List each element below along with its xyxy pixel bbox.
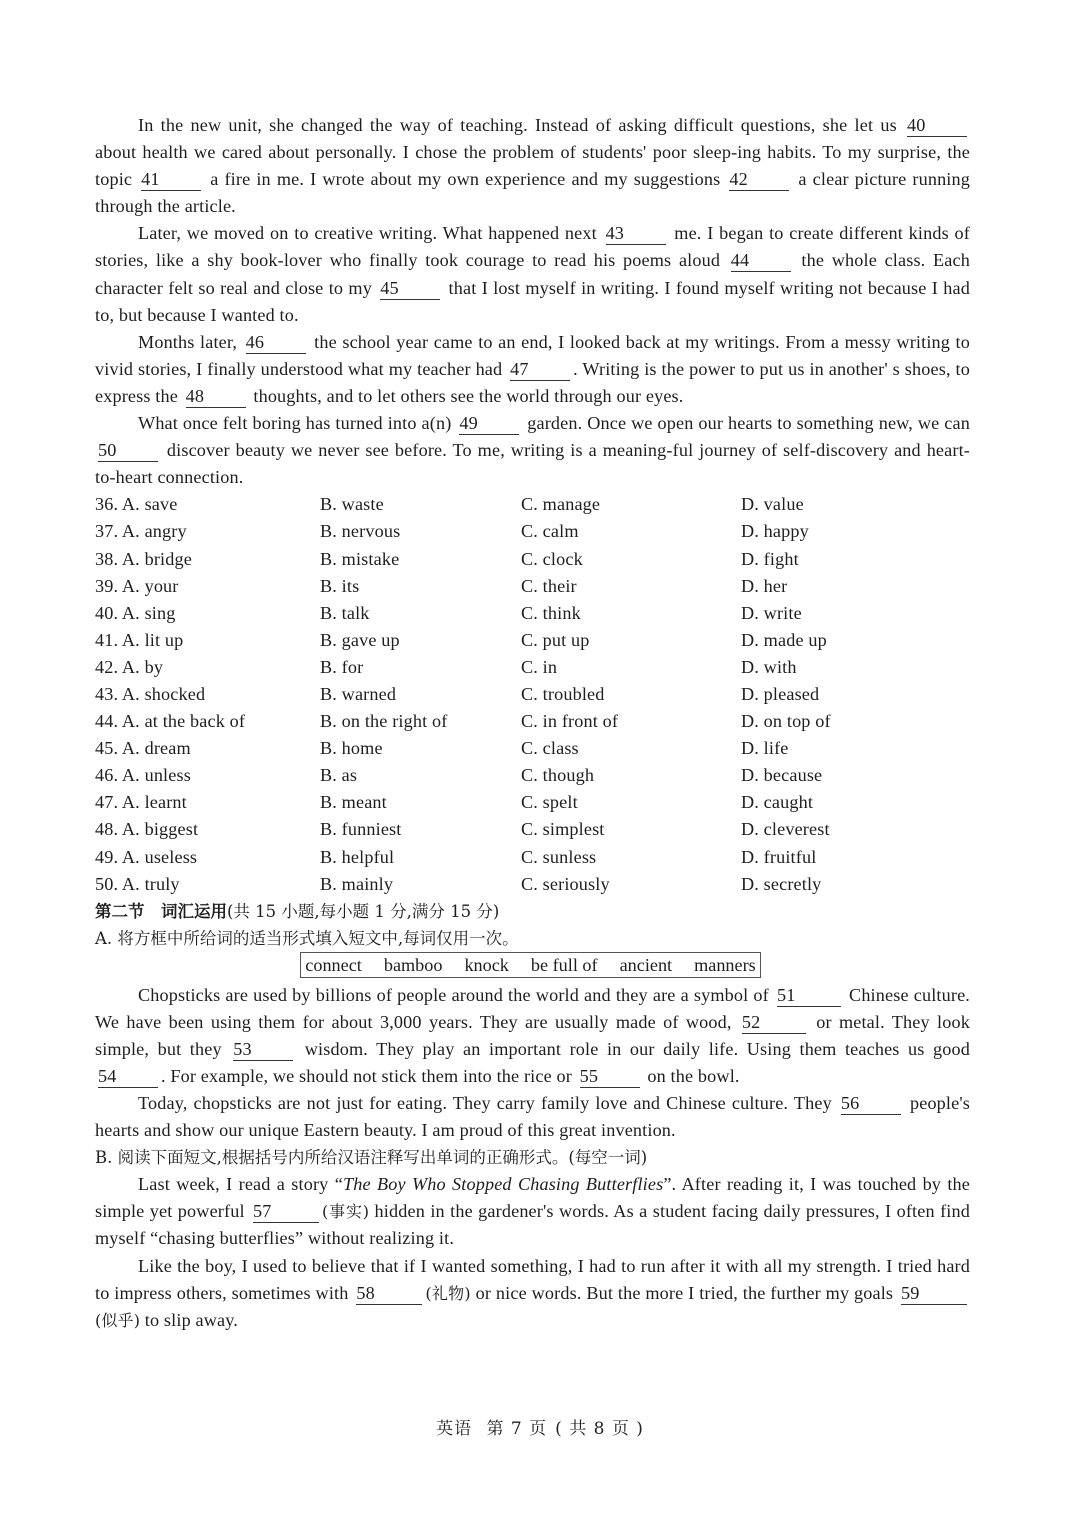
text: discover beauty we never see before. To me, writing is a meaning-ful journey of self-discovery and heart-to-heart connection.	[95, 440, 970, 488]
question-number: 40.	[95, 602, 119, 623]
option-a[interactable]: A. angry	[121, 521, 187, 542]
option-d[interactable]: D. pleased	[741, 683, 820, 704]
blank-54[interactable]: 54	[98, 1065, 158, 1088]
passage-paragraph	[95, 112, 970, 220]
option-d[interactable]: D. secretly	[741, 873, 822, 894]
option-row-44	[95, 708, 970, 735]
question-number: 45.	[95, 738, 119, 759]
option-d[interactable]: D. caught	[741, 792, 814, 813]
part-b-instruction: B. 阅读下面短文,根据括号内所给汉语注释写出单词的正确形式。(每空一词)	[95, 1148, 648, 1168]
blank-42[interactable]: 42	[729, 168, 789, 191]
word-option: ancient	[619, 954, 673, 975]
word-option: connect	[305, 954, 362, 975]
question-number: 49.	[95, 846, 119, 867]
option-d[interactable]: D. cleverest	[741, 819, 830, 840]
option-d[interactable]: D. fight	[741, 548, 799, 569]
text: Months later,	[138, 331, 243, 352]
option-row-36	[95, 491, 970, 518]
option-a[interactable]: A. learnt	[121, 792, 187, 813]
text: me. I began to create different kinds of stories, like a shy book-lover who finally took courage to read his poems aloud	[95, 223, 970, 271]
blank-57[interactable]: 57	[253, 1200, 319, 1223]
text: What once felt boring has turned into a(n)	[138, 413, 457, 434]
option-a[interactable]: A. at the back of	[121, 711, 246, 732]
option-b[interactable]: B. its	[320, 575, 360, 596]
option-c[interactable]: C. clock	[521, 548, 583, 569]
hint-58: (礼物)	[425, 1283, 471, 1303]
question-number: 46.	[95, 765, 119, 786]
passage-paragraph	[95, 220, 970, 328]
subject-label: 英语	[436, 1419, 473, 1439]
options-list	[95, 491, 970, 897]
text: Today, chopsticks are not just for eating. They carry family love and Chinese culture. They	[138, 1093, 838, 1114]
option-row-48	[95, 816, 970, 843]
option-b[interactable]: B. home	[320, 738, 383, 759]
blank-56[interactable]: 56	[841, 1092, 901, 1115]
option-c[interactable]: C. sunless	[521, 846, 597, 867]
option-c[interactable]: C. think	[521, 602, 581, 623]
option-c[interactable]: C. manage	[521, 494, 601, 515]
blank-43[interactable]: 43	[606, 222, 666, 245]
option-b[interactable]: B. as	[320, 765, 358, 786]
passage-paragraph	[95, 1090, 970, 1144]
page-total: ( 共 8 页 )	[555, 1419, 644, 1439]
text: a fire in me. I wrote about my own experience and my suggestions	[204, 169, 727, 190]
option-row-38	[95, 546, 970, 573]
text: or metal. They look simple, but they	[95, 1011, 970, 1059]
option-a[interactable]: A. bridge	[121, 548, 192, 569]
option-row-49	[95, 844, 970, 871]
option-c[interactable]: C. troubled	[521, 683, 605, 704]
option-c[interactable]: C. calm	[521, 521, 579, 542]
option-a[interactable]: A. biggest	[121, 819, 199, 840]
option-b[interactable]: B. nervous	[320, 521, 401, 542]
text: Chinese culture. We have been using them for about 3,000 years. They are usually made of wood,	[95, 984, 970, 1032]
text: about health we cared about personally. I chose the problem of students' poor sleep-ing habits. To my surprise, the topic	[95, 142, 970, 190]
question-number: 38.	[95, 548, 119, 569]
option-d[interactable]: D. because	[741, 765, 823, 786]
text: wisdom. They play an important role in our daily life. Using them teaches us good	[296, 1038, 970, 1059]
blank-51[interactable]: 51	[777, 984, 841, 1007]
blank-46[interactable]: 46	[246, 331, 306, 354]
question-number: 42.	[95, 656, 119, 677]
option-a[interactable]: A. lit up	[121, 629, 184, 650]
option-b[interactable]: B. on the right of	[320, 711, 448, 732]
part-a-instruction: A. 将方框中所给词的适当形式填入短文中,每词仅用一次。	[95, 928, 519, 948]
option-c[interactable]: C. their	[521, 575, 577, 596]
question-number: 39.	[95, 575, 119, 596]
option-row-42	[95, 654, 970, 681]
question-number: 47.	[95, 792, 119, 813]
option-a[interactable]: A. sing	[121, 602, 176, 623]
blank-58[interactable]: 58	[356, 1282, 422, 1305]
section-title: 第二节 词汇运用	[95, 901, 227, 921]
option-d[interactable]: D. write	[741, 602, 802, 623]
passage-paragraph	[95, 410, 970, 491]
passage-paragraph	[95, 1253, 970, 1334]
option-row-40	[95, 600, 970, 627]
option-a[interactable]: A. truly	[121, 873, 180, 894]
text: . For example, we should not stick them into the rice or	[161, 1066, 577, 1086]
question-number: 37.	[95, 521, 119, 542]
option-a[interactable]: A. save	[121, 494, 178, 515]
text: on the bowl.	[642, 1066, 740, 1086]
text: that I lost myself in writing. I found myself writing not because I had to, but because I wanted to.	[95, 277, 970, 325]
option-d[interactable]: D. her	[741, 575, 788, 596]
option-b[interactable]: B. meant	[320, 792, 387, 813]
option-c[interactable]: C. class	[521, 738, 579, 759]
text: to slip away.	[140, 1309, 238, 1330]
blank-44[interactable]: 44	[731, 249, 791, 272]
question-number: 36.	[95, 494, 119, 515]
option-row-45	[95, 735, 970, 762]
exam-page	[95, 112, 970, 1334]
passage-paragraph	[95, 1171, 970, 1252]
option-d[interactable]: D. with	[741, 656, 797, 677]
blank-49[interactable]: 49	[459, 412, 519, 435]
text: Later, we moved on to creative writing. What happened next	[138, 223, 603, 244]
text: . Writing is the power to put us in another' s shoes, to express the	[95, 358, 970, 406]
option-d[interactable]: D. life	[741, 738, 789, 759]
word-box	[300, 952, 760, 978]
hint-57: (事实)	[322, 1202, 370, 1222]
blank-47[interactable]: 47	[510, 358, 570, 381]
option-c[interactable]: C. in front of	[521, 711, 619, 732]
blank-45[interactable]: 45	[380, 277, 440, 300]
option-d[interactable]: D. made up	[741, 629, 827, 650]
option-a[interactable]: A. your	[121, 575, 179, 596]
word-option: knock	[464, 954, 509, 975]
text: a clear picture running through the article.	[95, 169, 970, 217]
option-c[interactable]: C. seriously	[521, 873, 610, 894]
text: thoughts, and to let others see the world through our eyes.	[248, 385, 684, 406]
option-d[interactable]: D. happy	[741, 521, 809, 542]
option-d[interactable]: D. on top of	[741, 711, 831, 732]
page-footer	[0, 1414, 1080, 1439]
option-b[interactable]: B. funniest	[320, 819, 402, 840]
option-a[interactable]: A. by	[121, 656, 164, 677]
option-b[interactable]: B. waste	[320, 494, 384, 515]
option-d[interactable]: D. fruitful	[741, 846, 817, 867]
blank-40[interactable]: 40	[907, 114, 967, 137]
passage-paragraph	[95, 329, 970, 410]
word-option: manners	[694, 954, 756, 975]
word-option: be full of	[530, 954, 598, 975]
option-a[interactable]: A. shocked	[121, 683, 206, 704]
text: people's hearts and show our unique Eastern beauty. I am proud of this great invention.	[95, 1093, 971, 1141]
question-number: 48.	[95, 819, 119, 840]
option-d[interactable]: D. value	[741, 494, 804, 515]
blank-52[interactable]: 52	[742, 1011, 806, 1034]
option-b[interactable]: B. mainly	[320, 873, 394, 894]
blank-59[interactable]: 59	[901, 1282, 967, 1305]
story-title: The Boy Who Stopped Chasing Butterflies	[342, 1174, 664, 1195]
question-number: 44.	[95, 711, 119, 732]
text: hidden in the gardener's words. As a student facing daily pressures, I often find myself “chasing butterflies” without realizing it.	[95, 1201, 971, 1249]
word-option: bamboo	[383, 954, 443, 975]
option-row-41	[95, 627, 970, 654]
option-row-47	[95, 789, 970, 816]
blank-53[interactable]: 53	[233, 1038, 293, 1061]
blank-50[interactable]: 50	[98, 439, 158, 462]
option-c[interactable]: C. though	[521, 765, 595, 786]
option-row-37	[95, 518, 970, 545]
question-number: 43.	[95, 683, 119, 704]
option-a[interactable]: A. dream	[121, 738, 191, 759]
option-row-46	[95, 762, 970, 789]
option-b[interactable]: B. gave up	[320, 629, 400, 650]
option-b[interactable]: B. talk	[320, 602, 370, 623]
option-a[interactable]: A. useless	[121, 846, 198, 867]
option-row-39	[95, 573, 970, 600]
option-c[interactable]: C. spelt	[521, 792, 578, 813]
text: the whole class. Each character felt so real and close to my	[95, 250, 970, 298]
text: Chopsticks are used by billions of people around the world and they are a symbol of	[138, 984, 774, 1005]
option-c[interactable]: C. in	[521, 656, 558, 677]
blank-48[interactable]: 48	[186, 385, 246, 408]
hint-59: (似乎)	[95, 1310, 141, 1330]
passage-paragraph	[95, 982, 970, 1090]
page-number: 第 7 页	[486, 1419, 548, 1439]
section-heading	[95, 898, 970, 925]
text: Like the boy, I used to believe that if I wanted something, I had to run after it with all my strength. I tried hard to impress others, sometimes with	[95, 1255, 970, 1303]
question-number: 50.	[95, 873, 119, 894]
text: or nice words. But the more I tried, the further my goals	[470, 1282, 898, 1303]
text: the school year came to an end, I looked back at my writings. From a messy writing to vivid stories, I finally understood what my teacher had	[95, 331, 970, 379]
option-row-43	[95, 681, 970, 708]
blank-55[interactable]: 55	[580, 1065, 640, 1088]
option-c[interactable]: C. put up	[521, 629, 590, 650]
text: garden. Once we open our hearts to something new, we can	[522, 413, 970, 434]
option-b[interactable]: B. for	[320, 656, 364, 677]
word-box-container	[95, 952, 970, 982]
option-a[interactable]: A. unless	[121, 765, 191, 786]
text: ”. After reading it, I was touched by the simple yet powerful	[95, 1174, 971, 1222]
option-c[interactable]: C. simplest	[521, 819, 605, 840]
option-b[interactable]: B. mistake	[320, 548, 400, 569]
text: In the new unit, she changed the way of teaching. Instead of asking difficult questions, she let us	[138, 115, 904, 135]
text: Last week, I read a story “	[138, 1174, 343, 1195]
option-b[interactable]: B. warned	[320, 683, 397, 704]
option-b[interactable]: B. helpful	[320, 846, 395, 867]
section-scoring: (共 15 小题,每小题 1 分,满分 15 分)	[227, 901, 500, 921]
option-row-50	[95, 871, 970, 898]
blank-41[interactable]: 41	[141, 168, 201, 191]
question-number: 41.	[95, 629, 119, 650]
